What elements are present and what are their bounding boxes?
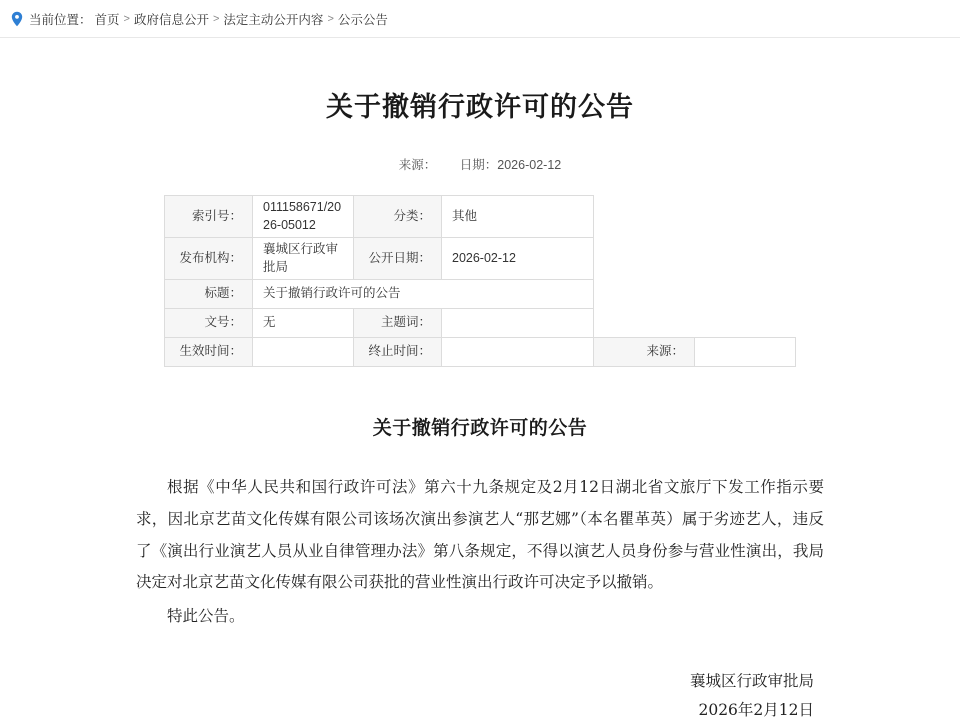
- table-row: [165, 196, 796, 238]
- category-label: 分类：: [354, 196, 442, 238]
- table-row: [165, 309, 796, 338]
- index-number-value: 011158671/2026-05012: [253, 196, 354, 238]
- article-title: 关于撤销行政许可的公告: [372, 418, 588, 440]
- date-value: 2026-02-12: [497, 158, 562, 173]
- breadcrumb-item-government-info[interactable]: 政府信息公开: [133, 12, 209, 27]
- breadcrumb-item-current: 公示公告: [337, 12, 388, 27]
- issuing-agency-label: 发布机构：: [165, 238, 253, 280]
- source-label: 来源：: [398, 158, 437, 173]
- document-page: [0, 90, 960, 724]
- effective-date-value: [253, 338, 354, 367]
- breadcrumb-item-statutory-disclosure[interactable]: 法定主动公开内容: [223, 12, 324, 27]
- effective-date-label: 生效时间：: [165, 338, 253, 367]
- signature-block: [136, 667, 824, 724]
- category-value: 其他: [442, 196, 594, 238]
- issuing-agency-value: 襄城区行政审批局: [253, 238, 354, 280]
- title-value: 关于撤销行政许可的公告: [253, 280, 594, 309]
- breadcrumb-separator: >: [123, 12, 130, 25]
- doc-number-label: 文号：: [165, 309, 253, 338]
- publish-date-value: 2026-02-12: [442, 238, 594, 280]
- article-paragraph: 根据《中华人民共和国行政许可法》第六十九条规定及2月12日湖北省文旅厅下发工作指示要求，因北京艺苗文化传媒有限公司该场次演出参演艺人“那艺娜”（本名瞿革英）属于劣迹艺人，违反了《演出行业演艺人员从业自律管理办法》第八条规定，不得以演艺人员身份参与营业性演出，我局决定对北京艺苗文化传媒有限公司获批的营业性演出行政许可决定予以撤销。: [136, 478, 824, 592]
- expiry-date-label: 终止时间：: [354, 338, 442, 367]
- date-label: 日期：: [459, 158, 498, 173]
- page-title: 关于撤销行政许可的公告: [326, 92, 634, 122]
- breadcrumb-separator: >: [212, 12, 220, 25]
- doc-number-value: 无: [253, 309, 354, 338]
- breadcrumb: [0, 0, 960, 38]
- breadcrumb-separator: >: [327, 12, 334, 25]
- keywords-value: [442, 309, 594, 338]
- table-row: [165, 238, 796, 280]
- table-row: [165, 338, 796, 367]
- article-body: [48, 413, 912, 724]
- source-row-value: [695, 338, 796, 367]
- table-row: [165, 280, 796, 309]
- signature-date: 2026年2月12日: [698, 700, 814, 719]
- article-paragraph: 特此公告。: [167, 607, 245, 626]
- source-row-label: 来源：: [594, 338, 695, 367]
- location-pin-icon: [10, 11, 24, 27]
- publish-date-label: 公开日期：: [354, 238, 442, 280]
- info-table-container: [48, 195, 912, 367]
- date-meta: [460, 158, 561, 172]
- breadcrumb-item-home[interactable]: 首页: [94, 12, 120, 27]
- document-meta: [48, 155, 912, 173]
- source-meta: [399, 158, 440, 172]
- title-label: 标题：: [165, 280, 253, 309]
- expiry-date-value: [442, 338, 594, 367]
- index-number-label: 索引号：: [165, 196, 253, 238]
- signature-organization: 襄城区行政审批局: [689, 671, 814, 690]
- breadcrumb-label: 当前位置：: [29, 12, 92, 27]
- document-info-table: [164, 195, 796, 367]
- keywords-label: 主题词：: [354, 309, 442, 338]
